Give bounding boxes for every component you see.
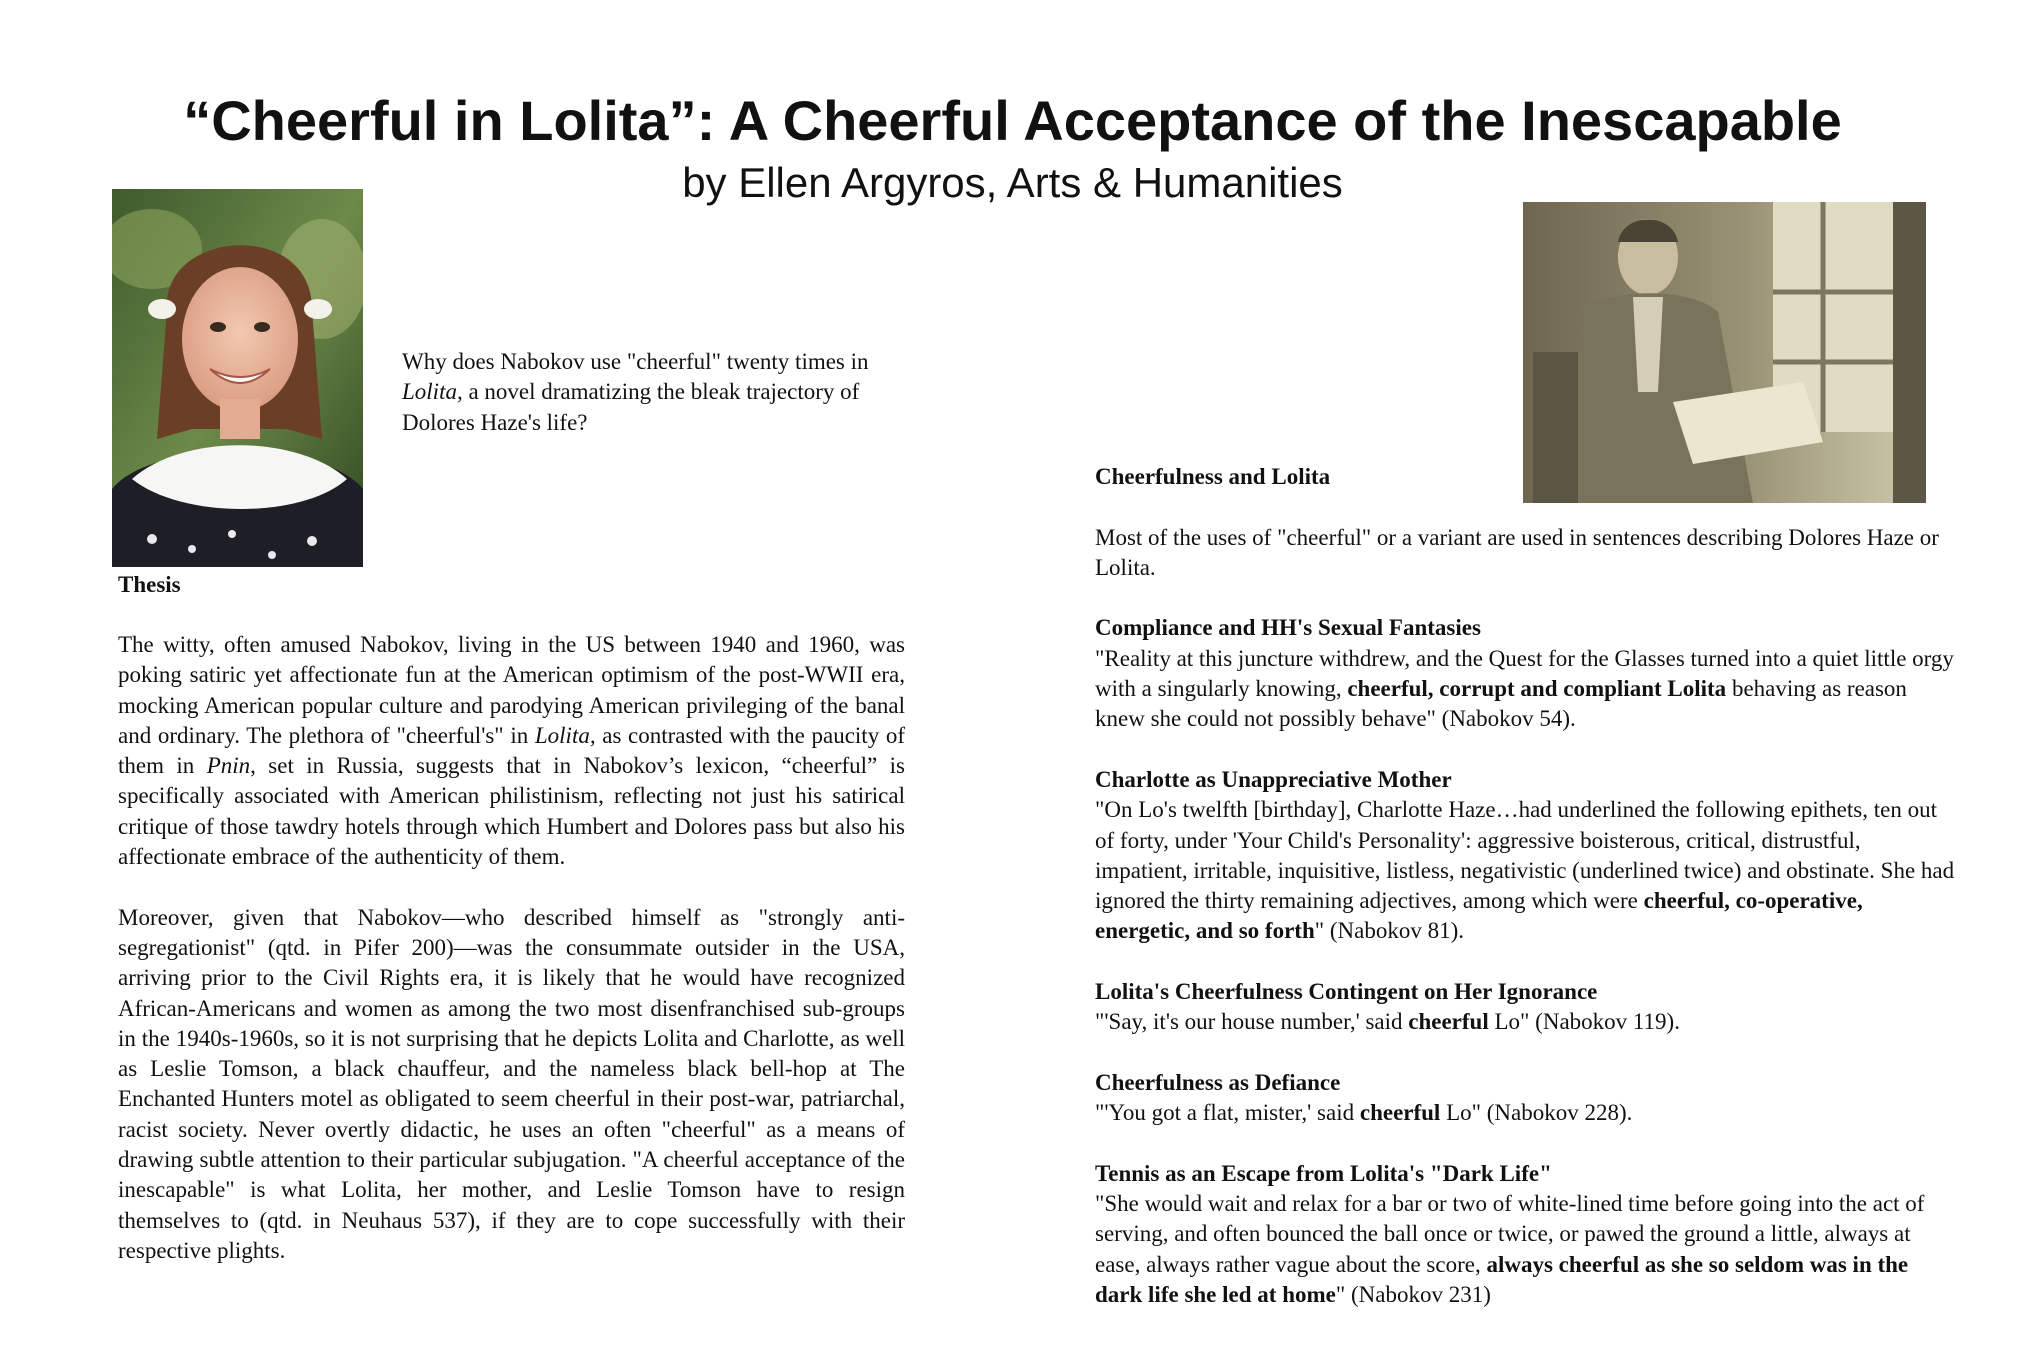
- right-column: [1095, 462, 1955, 1310]
- quote-bold: cheerful, corrupt and compliant Lolita: [1347, 676, 1727, 702]
- question-italic-lolita: Lolita,: [402, 379, 463, 405]
- section-heading: Tennis as an Escape from Lolita's "Dark Life": [1095, 1160, 1552, 1186]
- question-text-a: Why does Nabokov use "cheerful" twenty times in: [402, 349, 869, 374]
- thesis-p1-text-b: as contrasted with the paucity of them in: [118, 722, 905, 779]
- quote-bold: cheerful, co-operative, energetic, and so forth: [1095, 888, 1863, 944]
- quote-text: "Reality at this juncture withdrew, and the Quest for the Glasses turned into a quiet little orgy with a singularly knowing,: [1095, 645, 1954, 702]
- nabokov-reading-photo: [1523, 202, 1926, 503]
- quote-bold: cheerful: [1408, 1009, 1489, 1035]
- page-title: “Cheerful in Lolita”: A Cheerful Acceptance of the Inescapable: [183, 89, 1842, 152]
- intro-text: Most of the uses of "cheerful" or a variant are used in sentences describing Dolores Haze or Lolita.: [1095, 524, 1939, 580]
- guiding-question: [402, 347, 904, 438]
- thesis-p1-text-a: The witty, often amused Nabokov, living in the US between 1940 and 1960, was poking satiric yet affectionate fun at the American optimism of the post-WWII era, mocking American popular culture and parodying American privileging of the banal and ordinary. The plethora of "cheerful's" in: [118, 632, 905, 748]
- thesis-paragraph-2: Moreover, given that Nabokov—who described himself as "strongly anti-segregationist" (qtd. in Pifer 200)—was the consummate outsider in the USA, arriving prior to the Civil Rights era, it is likely that he would have recognized African-Americans and women as among the two most disenfranchised sub-groups in the 1940s-1960s, so it is not surprising that he depicts Lolita and Charlotte, as well as Leslie Tomson, a black chauffeur, and the nameless black bell-hop at The Enchanted Hunters motel as obligated to seem cheerful in their post-war, patriarchal, racist society. Never overtly didactic, he uses an often "cheerful" as a means of drawing subtle attention to their particular subjugation. "A cheerful acceptance of the inescapable" is what Lolita, her mother, and Leslie Tomson have to resign themselves to (qtd. in Neuhaus 537), if they are to cope successfully with their respective plights.: [118, 904, 905, 1263]
- section-heading: Charlotte as Unappreciative Mother: [1095, 766, 1452, 792]
- thesis-paragraph-1: [118, 630, 905, 872]
- section-quote: [1095, 795, 1955, 946]
- quote-citation: Lo" (Nabokov 228).: [1440, 1100, 1633, 1126]
- thesis-heading: Thesis: [118, 572, 181, 597]
- intro-heading: Cheerfulness and Lolita: [1095, 464, 1331, 489]
- quote-citation: " (Nabokov 231): [1335, 1282, 1491, 1308]
- quote-citation: behaving as reason knew she could not possibly behave" (Nabokov 54).: [1095, 676, 1907, 732]
- section-quote: [1095, 1007, 1955, 1037]
- section-heading: Compliance and HH's Sexual Fantasies: [1095, 615, 1481, 641]
- section-heading: Cheerfulness as Defiance: [1095, 1069, 1341, 1095]
- quote-text: "'Say, it's our house number,' said: [1095, 1009, 1409, 1035]
- byline: by Ellen Argyros, Arts & Humanities: [682, 159, 1343, 206]
- quote-citation: Lo" (Nabokov 119).: [1488, 1009, 1680, 1035]
- thesis-p1-italic-lolita: Lolita,: [534, 722, 596, 748]
- quote-bold: always cheerful as she so seldom was in the dark life she led at home: [1095, 1251, 1909, 1308]
- quote-text: "'You got a flat, mister,' said: [1095, 1100, 1360, 1126]
- section-quote: [1095, 1098, 1955, 1128]
- lolita-portrait-photo: [112, 189, 363, 567]
- quote-citation: " (Nabokov 81).: [1314, 918, 1465, 944]
- thesis-body: [118, 630, 905, 1266]
- section-quote: [1095, 1189, 1955, 1310]
- thesis-p1-italic-pnin: Pnin: [206, 753, 251, 779]
- quote-text: "She would wait and relax for a bar or two of white-lined time before going into the act of serving, and often bounced the ball once or twice, or pawed the ground a little, always at ease, always rather vague about the score,: [1095, 1191, 1925, 1277]
- quote-bold: cheerful: [1359, 1100, 1441, 1126]
- question-text-b: a novel dramatizing the bleak trajectory of Dolores Haze's life?: [402, 379, 860, 435]
- quote-text: "On Lo's twelfth [birthday], Charlotte Haze…had underlined the following epithets, ten out of forty, under 'Your Child's Personality': aggressive boisterous, critical, distrustful, impatient, irritable, inquisitive, listless, negativistic (underlined twice) and obstinate. She had ignored the thirty remaining adjectives, among which were: [1095, 797, 1955, 914]
- thesis-p1-text-c: , set in Russia, suggests that in Nabokov’s lexicon, “cheerful” is specifically associated with American philistinism, reflecting not just his satirical critique of those tawdry hotels through which Humbert and Dolores pass but also his affectionate embrace of the authenticity of them.: [118, 753, 905, 870]
- section-quote: [1095, 644, 1955, 735]
- section-heading: Lolita's Cheerfulness Contingent on Her Ignorance: [1095, 979, 1598, 1005]
